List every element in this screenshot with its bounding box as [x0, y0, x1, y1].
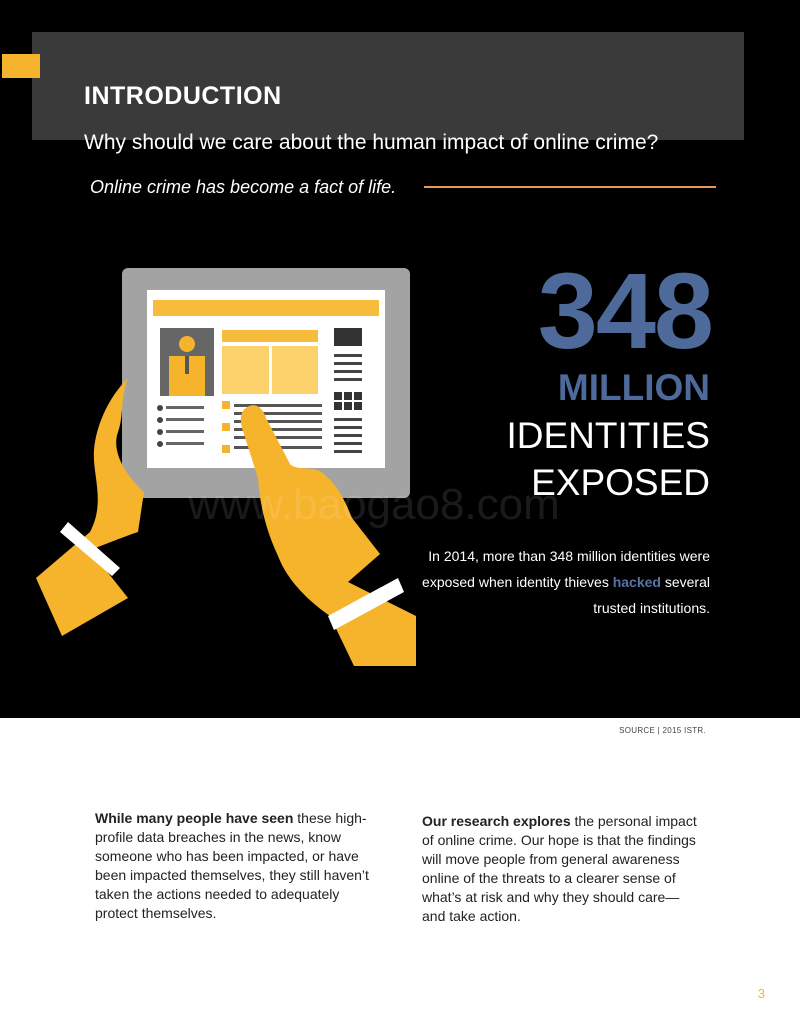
lead-divider — [424, 186, 716, 188]
body-column-right — [422, 812, 702, 926]
stat-label-line2: EXPOSED — [531, 462, 710, 503]
tablet-illustration — [28, 266, 428, 676]
stat-number: 348 — [537, 250, 712, 371]
page-number: 3 — [757, 986, 765, 1001]
user-profile-icon — [160, 328, 214, 396]
section-header — [32, 32, 744, 154]
column-left-body: these high-profile data breaches in the news, know someone who has been impacted, or have been impacted themselves, they still haven’t taken the actions needed to adequately protect themselves. — [95, 810, 369, 921]
section-subtitle: Why should we care about the human impact of online crime? — [84, 131, 659, 154]
stat-description-text: In 2014, more than 348 million identities were exposed when identity thieves — [422, 548, 710, 590]
column-right-lead: Our research explores — [422, 813, 571, 829]
stat-description — [410, 543, 710, 621]
header-accent-bar — [2, 54, 40, 78]
stat-label-line1: IDENTITIES — [506, 415, 710, 456]
watermark: www.baogao8.com — [188, 480, 560, 529]
stat-description-highlight: hacked — [612, 574, 661, 590]
stat-unit: MILLION — [557, 367, 710, 408]
lead-statement: Online crime has become a fact of life. — [90, 177, 397, 197]
section-title: INTRODUCTION — [84, 82, 282, 110]
body-column-left — [95, 809, 375, 923]
source-note: SOURCE | 2015 ISTR. — [619, 726, 706, 735]
column-left-lead: While many people have seen — [95, 810, 294, 826]
stat-description-text-end: several trusted institutions. — [593, 574, 710, 616]
column-right-body: the personal impact of online crime. Our hope is that the findings will move people from general awareness online of the threats to a clearer sense of what’s at risk and why they should care—and take action. — [422, 813, 697, 924]
